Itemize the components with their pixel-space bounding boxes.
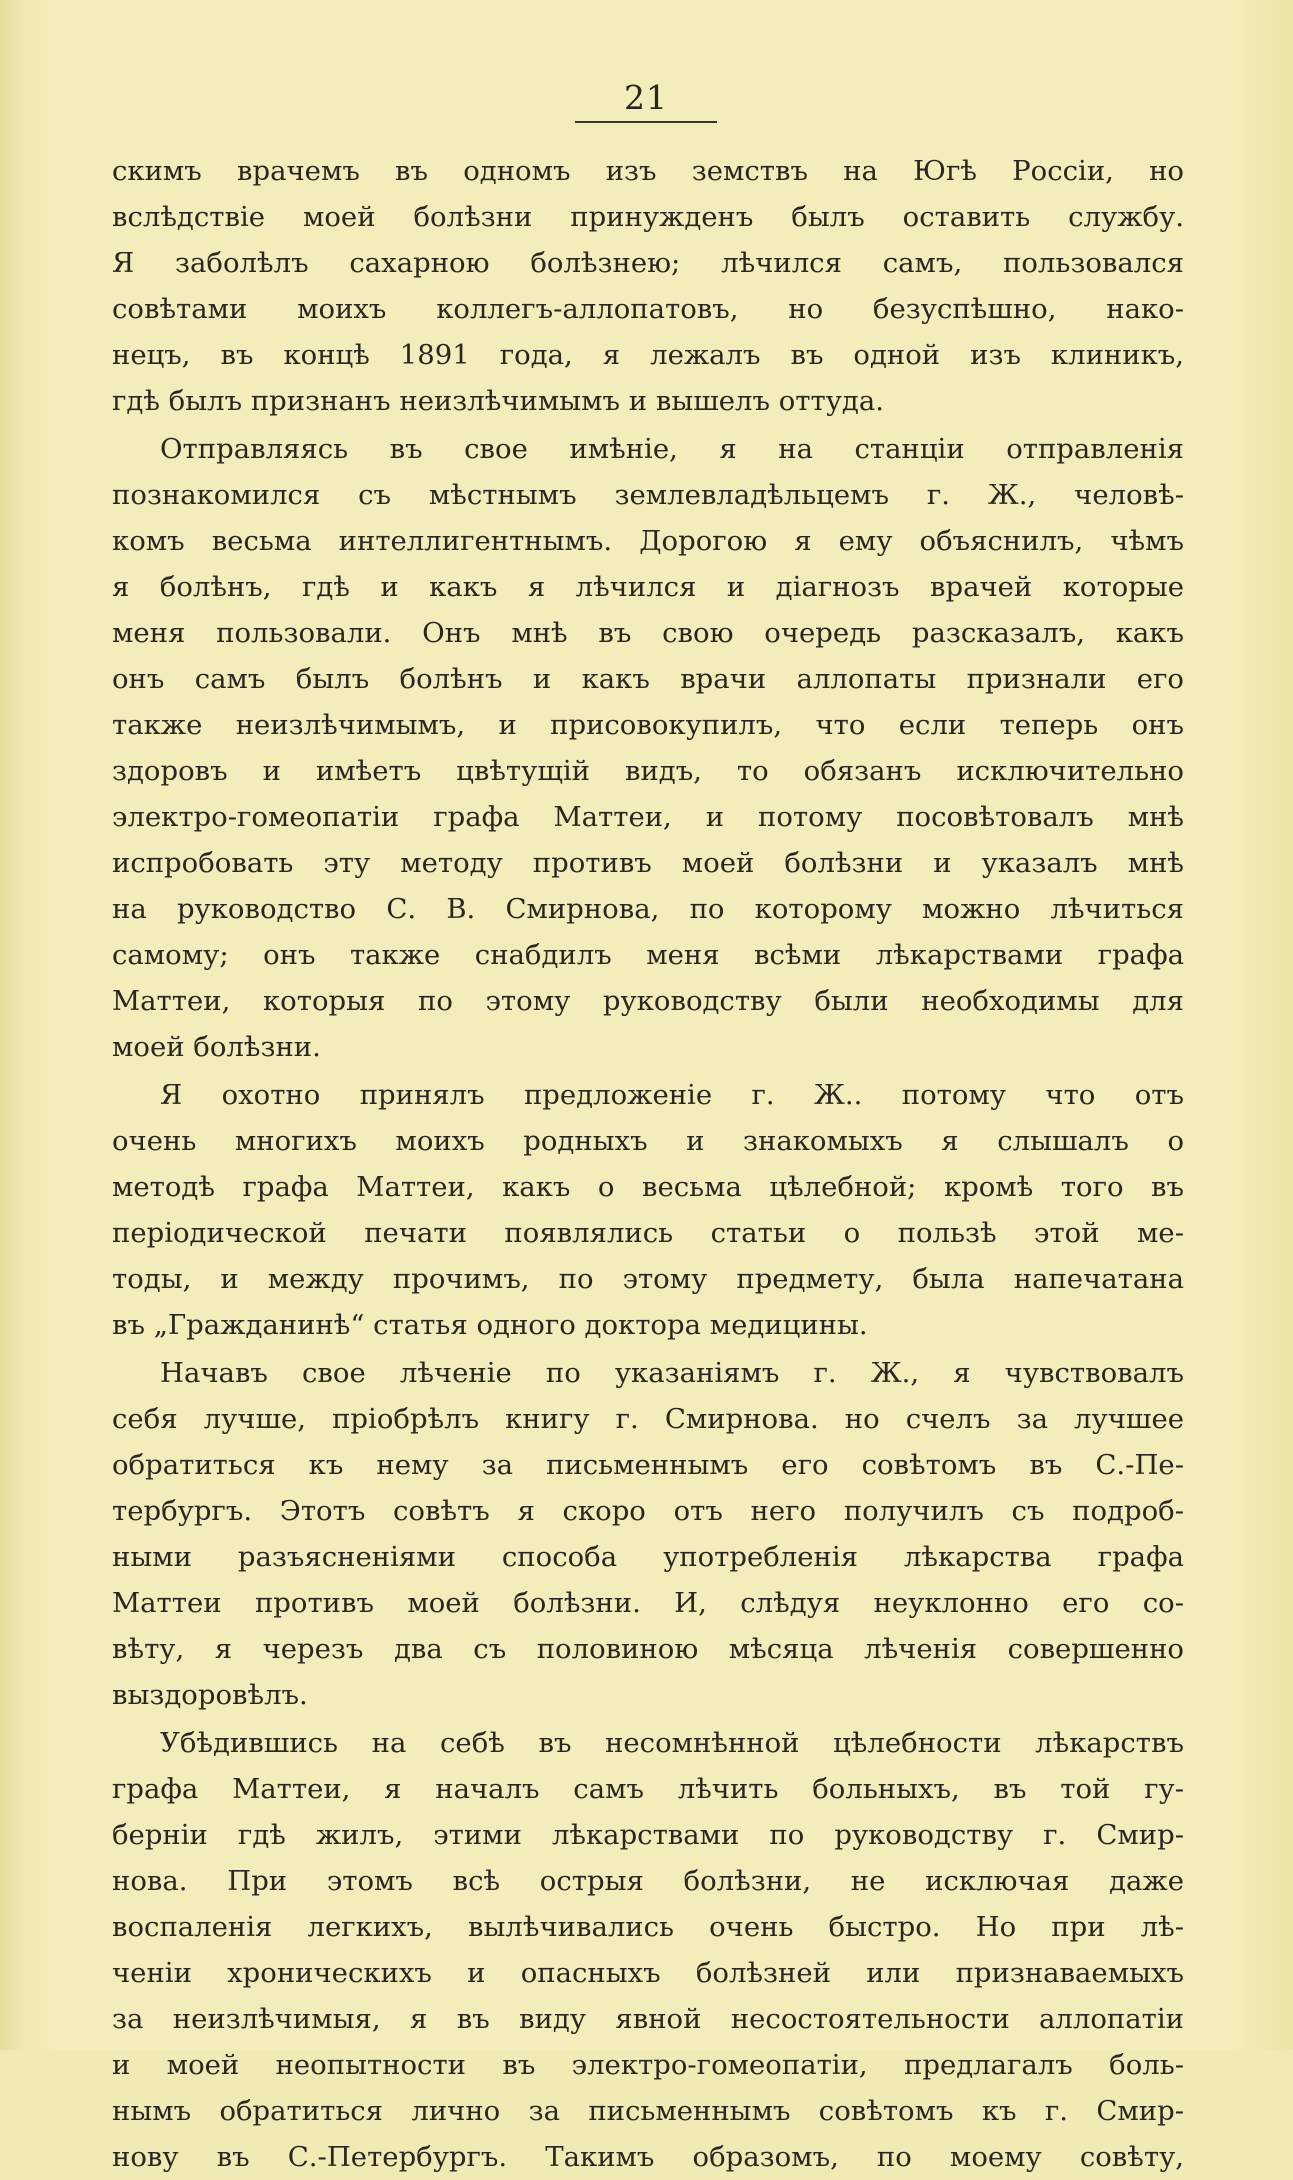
text-line: Начавъ свое лѣченіе по указаніямъ г. Ж., я чувствовалъ bbox=[160, 1357, 1184, 1389]
text-line: Я охотно принялъ предложеніе г. Ж.. потому что отъ bbox=[160, 1079, 1184, 1111]
paragraph bbox=[112, 426, 1184, 1070]
text-line: ченіи хроническихъ и опасныхъ болѣзней или признаваемыхъ bbox=[112, 1957, 1184, 1989]
text-line: выздоровѣлъ. bbox=[112, 1679, 308, 1711]
text-line: я болѣнъ, гдѣ и какъ я лѣчился и діагнозъ врачей которые bbox=[112, 571, 1184, 603]
text-line: совѣтами моихъ коллегъ-аллопатовъ, но безуспѣшно, нако- bbox=[112, 293, 1184, 325]
text-line: вѣту, я черезъ два съ половиною мѣсяца лѣченія совершенно bbox=[112, 1633, 1184, 1665]
text-line: на руководство С. В. Смирнова, по которому можно лѣчиться bbox=[112, 893, 1184, 925]
text-line: себя лучше, пріобрѣлъ книгу г. Смирнова. но счелъ за лучшее bbox=[112, 1403, 1184, 1435]
paragraph bbox=[112, 148, 1184, 424]
text-line: тербургъ. Этотъ совѣтъ я скоро отъ него получилъ съ подроб- bbox=[112, 1495, 1184, 1527]
text-line: нову въ С.-Петербургъ. Такимъ образомъ, по моему совѣту, bbox=[112, 2141, 1184, 2173]
text-line: тоды, и между прочимъ, по этому предмету, была напечатана bbox=[112, 1263, 1184, 1295]
text-line: также неизлѣчимымъ, и присовокупилъ, что если теперь онъ bbox=[112, 709, 1184, 741]
text-line: здоровъ и имѣетъ цвѣтущій видъ, то обязанъ исключительно bbox=[112, 755, 1184, 787]
text-line: берніи гдѣ жилъ, этими лѣкарствами по руководству г. Смир- bbox=[112, 1819, 1184, 1851]
text-line: нецъ, въ концѣ 1891 года, я лежалъ въ одной изъ клиникъ, bbox=[112, 339, 1184, 371]
text-line: за неизлѣчимыя, я въ виду явной несостоятельности аллопатіи bbox=[112, 2003, 1184, 2035]
text-line: моей болѣзни. bbox=[112, 1031, 321, 1063]
text-line: періодической печати появлялись статьи о пользѣ этой ме- bbox=[112, 1217, 1184, 1249]
paragraph bbox=[112, 1350, 1184, 1718]
text-line: скимъ врачемъ въ одномъ изъ земствъ на Югѣ Россіи, но bbox=[112, 155, 1184, 187]
page-number: 21 bbox=[624, 78, 668, 117]
text-line: познакомился съ мѣстнымъ землевладѣльцемъ г. Ж., человѣ- bbox=[112, 479, 1184, 511]
text-line: электро-гомеопатіи графа Маттеи, и потому посовѣтовалъ мнѣ bbox=[112, 801, 1184, 833]
text-line: очень многихъ моихъ родныхъ и знакомыхъ я слышалъ о bbox=[112, 1125, 1184, 1157]
text-line: Я заболѣлъ сахарною болѣзнею; лѣчился самъ, пользовался bbox=[112, 247, 1184, 279]
text-line: Маттеи, которыя по этому руководству были необходимы для bbox=[112, 985, 1184, 1017]
text-line: гдѣ былъ признанъ неизлѣчимымъ и вышелъ оттуда. bbox=[112, 385, 884, 417]
text-line: Отправляясь въ свое имѣніе, я на станціи отправленія bbox=[160, 433, 1184, 465]
text-line: онъ самъ былъ болѣнъ и какъ врачи аллопаты признали его bbox=[112, 663, 1184, 695]
text-line: и моей неопытности въ электро-гомеопатіи, предлагалъ боль- bbox=[112, 2049, 1184, 2081]
text-line: нымъ обратиться лично за письменнымъ совѣтомъ къ г. Смир- bbox=[112, 2095, 1184, 2127]
text-line: графа Маттеи, я началъ самъ лѣчить больныхъ, въ той гу- bbox=[112, 1773, 1184, 1805]
text-line: вслѣдствіе моей болѣзни принужденъ былъ оставить службу. bbox=[112, 201, 1184, 233]
text-line: методѣ графа Маттеи, какъ о весьма цѣлебной; кромѣ того въ bbox=[112, 1171, 1184, 1203]
text-line: испробовать эту методу противъ моей болѣзни и указалъ мнѣ bbox=[112, 847, 1184, 879]
text-line: меня пользовали. Онъ мнѣ въ свою очередь разсказалъ, какъ bbox=[112, 617, 1184, 649]
paragraph bbox=[112, 1072, 1184, 1348]
page-number-rule bbox=[575, 121, 717, 123]
body-text bbox=[112, 148, 1184, 2180]
text-line: воспаленія легкихъ, вылѣчивались очень быстро. Но при лѣ- bbox=[112, 1911, 1184, 1943]
text-line: въ „Гражданинѣ“ статья одного доктора медицины. bbox=[112, 1309, 868, 1341]
paragraph bbox=[112, 1720, 1184, 2180]
text-line: обратиться къ нему за письменнымъ его совѣтомъ въ С.-Пе- bbox=[112, 1449, 1184, 1481]
text-line: самому; онъ также снабдилъ меня всѣми лѣкарствами графа bbox=[112, 939, 1184, 971]
text-line: комъ весьма интеллигентнымъ. Дорогою я ему объяснилъ, чѣмъ bbox=[112, 525, 1184, 557]
text-line: Убѣдившись на себѣ въ несомнѣнной цѣлебности лѣкарствъ bbox=[160, 1727, 1184, 1759]
text-line: нова. При этомъ всѣ острыя болѣзни, не исключая даже bbox=[112, 1865, 1184, 1897]
text-line: Маттеи противъ моей болѣзни. И, слѣдуя неуклонно его со- bbox=[112, 1587, 1184, 1619]
text-line: ными разъясненіями способа употребленія лѣкарства графа bbox=[112, 1541, 1184, 1573]
